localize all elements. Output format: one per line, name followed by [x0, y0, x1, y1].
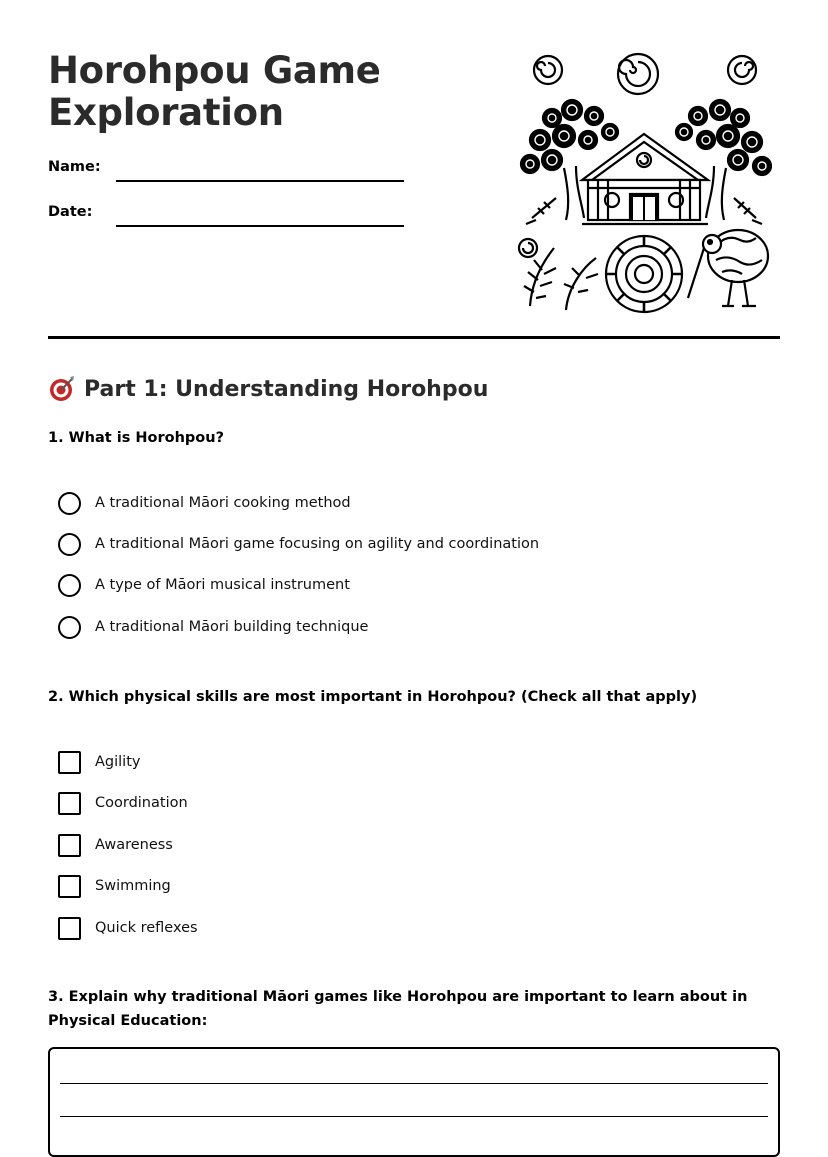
option-label: A traditional Māori game focusing on agility and coordination	[95, 536, 540, 552]
option-label: A traditional Māori building technique	[95, 619, 369, 635]
radio-button[interactable]	[58, 492, 81, 515]
checkbox[interactable]	[58, 834, 81, 857]
radio-button[interactable]	[58, 574, 81, 597]
option-label: Swimming	[95, 878, 171, 894]
q2-option[interactable]	[58, 832, 173, 858]
target-dart-icon	[48, 375, 76, 403]
checkbox[interactable]	[58, 875, 81, 898]
kiwi-bird-icon	[688, 230, 768, 306]
worksheet-title	[48, 50, 468, 134]
question-1: 1. What is Horohpou?	[48, 430, 224, 446]
option-label: Quick reflexes	[95, 920, 198, 936]
question-2: 2. Which physical skills are most important in Horohpou? (Check all that apply)	[48, 689, 698, 705]
wharenui-house-icon	[582, 134, 708, 224]
q2-option[interactable]	[58, 873, 171, 899]
option-label: Agility	[95, 754, 141, 770]
date-field[interactable]	[116, 225, 404, 227]
q2-option[interactable]	[58, 915, 198, 941]
title-line-1: Horohpou Game	[48, 49, 381, 92]
radio-button[interactable]	[58, 616, 81, 639]
question-3: 3. Explain why traditional Māori games like Horohpou are important to learn about in Physical Education:	[48, 989, 748, 1029]
name-label: Name:	[48, 159, 101, 175]
checkbox[interactable]	[58, 917, 81, 940]
maori-illustration	[512, 48, 778, 318]
answer-line	[60, 1083, 768, 1084]
q1-option[interactable]	[58, 531, 539, 557]
q2-option[interactable]	[58, 790, 188, 816]
q2-option[interactable]	[58, 749, 140, 775]
part1-title: Part 1: Understanding Horohpou	[84, 376, 489, 402]
q1-option[interactable]	[58, 490, 351, 516]
name-field[interactable]	[116, 180, 404, 182]
date-label: Date:	[48, 204, 93, 220]
checkbox[interactable]	[58, 792, 81, 815]
checkbox[interactable]	[58, 751, 81, 774]
title-line-2: Exploration	[48, 91, 284, 134]
option-label: Awareness	[95, 837, 173, 853]
q1-option[interactable]	[58, 572, 350, 598]
option-label: A traditional Māori cooking method	[95, 495, 351, 511]
koru-swirl-icon	[534, 54, 756, 94]
option-label: A type of Māori musical instrument	[95, 577, 350, 593]
option-label: Coordination	[95, 795, 188, 811]
radio-button[interactable]	[58, 533, 81, 556]
answer-line	[60, 1116, 768, 1117]
koru-spiral-icon	[606, 236, 682, 312]
part1-heading	[48, 372, 488, 406]
header-divider	[48, 336, 780, 339]
answer-box[interactable]	[48, 1047, 780, 1157]
fern-icon	[519, 239, 598, 310]
q1-option[interactable]	[58, 614, 368, 640]
